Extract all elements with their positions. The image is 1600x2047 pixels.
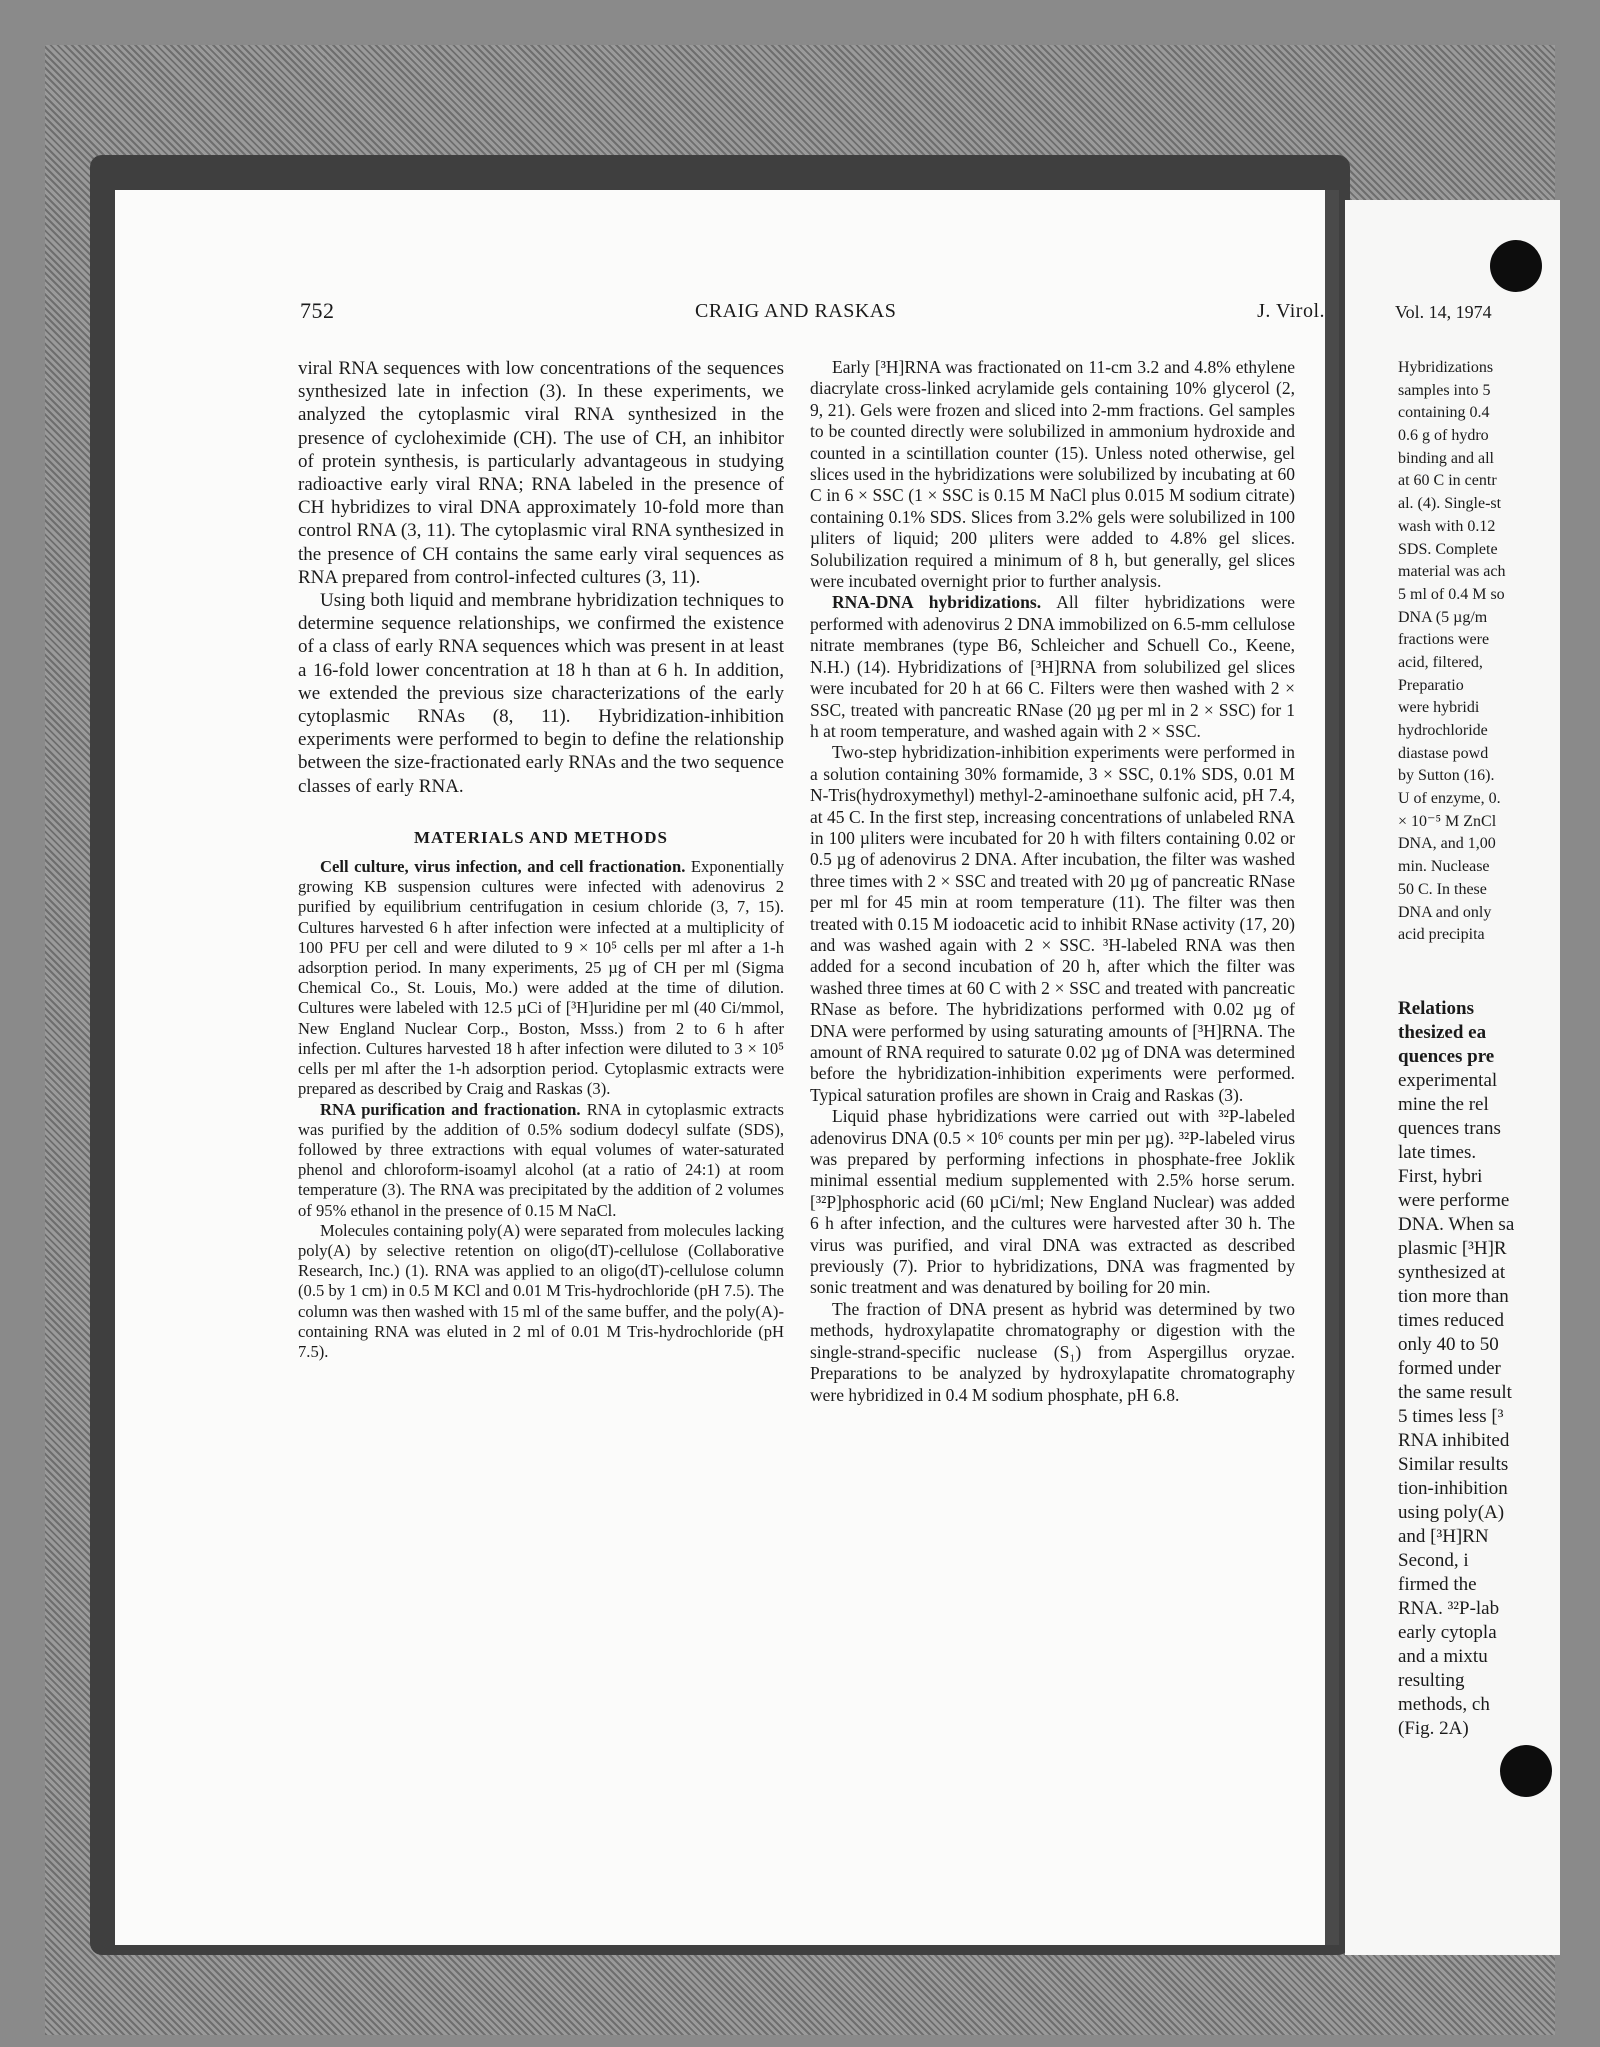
- next-page-column: [1398, 357, 1598, 1741]
- next-page-line: firmed the: [1398, 1573, 1477, 1595]
- next-page-line: RNA inhibited: [1398, 1429, 1510, 1451]
- next-page-line: were hybridi: [1398, 699, 1480, 717]
- polya-paragraph: Molecules containing poly(A) were separated from molecules lacking poly(A) by selective retention on oligo(dT)-cellulose (Collaborative Research, Inc.) (1). RNA was applied to an oligo(dT)-cellulose column (0.5 by 1 cm) in 0.5 M KCl and 0.01 M Tris-hydrochloride (pH 7.5). The column was then washed with 15 ml of the same buffer, and the poly(A)-containing RNA was eluted in 2 ml of 0.01 M Tris-hydrochloride (pH 7.5).: [298, 1220, 785, 1361]
- page-header: [300, 298, 1325, 338]
- next-page-line: containing 0.4: [1398, 404, 1490, 422]
- cell-culture-paragraph: [298, 857, 784, 1099]
- rna-purification-paragraph: [298, 1100, 784, 1221]
- section-title: MATERIALS AND METHODS: [414, 827, 668, 847]
- next-page-line: DNA and only: [1398, 903, 1492, 921]
- journal-name: J. Virol.: [1257, 300, 1325, 322]
- next-page-line: and [³H]RN: [1398, 1525, 1489, 1547]
- next-page-line: plasmic [³H]R: [1398, 1237, 1507, 1259]
- next-page-line: samples into 5: [1398, 381, 1491, 399]
- next-page-line: 5 times less [³: [1398, 1405, 1504, 1427]
- cell-culture-text: Exponentially growing KB suspension cultures were infected with adenovirus 2 purified by equilibrium centrifugation in cesium chloride (3, 7, 15). Cultures harvested 6 h after infection were infected at a multiplicity of 100 PFU per cell and were diluted to 9 × 10⁵ cells per ml after a 1-h adsorption period. In many experiments, 25 µg of CH per ml (Sigma Chemical Co., St. Louis, Mo.) were added at the time of dilution. Cultures were labeled with 12.5 µCi of [³H]uridine per ml (40 Ci/mmol, New England Nuclear Corp., Boston, Msss.) from 2 to 6 h after infection. Cultures harvested 18 h after infection were diluted to 3 × 10⁵ cells per ml after the 1-h adsorption period. Cytoplasmic extracts were prepared as described by Craig and Raskas (3).: [298, 857, 784, 1099]
- next-page-line: Similar results: [1398, 1453, 1509, 1475]
- next-page-line: 0.6 g of hydro: [1398, 427, 1489, 445]
- next-page-line: hydrochloride: [1398, 722, 1488, 739]
- next-page-line: SDS. Complete: [1398, 540, 1498, 558]
- next-page-line: 5 ml of 0.4 M so: [1398, 585, 1505, 603]
- hybridization-text: All filter hybridizations were performed with adenovirus 2 DNA immobilized on 6.5-mm cellulose nitrate membranes (type B6, Schleicher and Schuell Co., Keene, N.H.) (14). Hybridizations of [³H]RNA from solubilized gel slices were incubated for 20 h at 66 C. Filters were then washed with 2 × SSC, treated with pancreatic RNase (20 µg per ml in 2 × SSC) for 1 h at room temperature, and washed again with 2 × SSC.: [810, 592, 1295, 741]
- hybridization-paragraph: [810, 592, 1295, 742]
- next-page-line: methods, ch: [1398, 1693, 1490, 1715]
- next-page-line: tion more than: [1398, 1285, 1509, 1307]
- next-page-line: DNA, and 1,00: [1398, 835, 1496, 853]
- next-page-line: DNA. When sa: [1398, 1213, 1515, 1235]
- gel-fractionation-paragraph: Early [³H]RNA was fractionated on 11-cm 3.2 and 4.8% ethylene diacrylate cross-linked acrylamide gels containing 10% glycerol (2, 9, 21). Gels were frozen and sliced into 2-mm fractions. Gel samples to be counted directly were solubilized in ammonium hydroxide and counted in a scintillation counter (15). Unless noted otherwise, gel slices used in the hybridizations were solubilized by incubating at 60 C in 6 × SSC (1 × SSC is 0.15 M NaCl plus 0.015 M sodium citrate) containing 0.1% SDS. Slices from 3.2% gels were solubilized in 100 µliters of liquid; 200 µliters were added to 4.8% gel slices. Solubilization required a minimum of 8 h, but generally, gel slices were incubated overnight prior to further analysis.: [810, 357, 1295, 592]
- next-page-line: material was ach: [1398, 563, 1506, 581]
- next-page-line: times reduced: [1398, 1309, 1505, 1331]
- next-page-line: early cytopla: [1398, 1621, 1497, 1643]
- inhibition-paragraph: Two-step hybridization-inhibition experiments were performed in a solution containing 30% formamide, 3 × SSC, 0.1% SDS, 0.01 M N-Tris(hydroxymethyl) methyl-2-aminoethane sulfonic acid, pH 7.4, at 45 C. In the first step, increasing concentrations of unlabeled RNA in 100 µliters were incubated for 20 h with filters containing 0.02 or 0.5 µg of adenovirus 2 DNA. After incubation, the filter was washed three times with 2 × SSC and treated with 20 µg of pancreatic RNase per ml for 45 min at room temperature (11). The filter was then treated with 0.15 M iodoacetic acid to inhibit RNase activity (17, 20) and was washed again with 2 × SSC. ³H-labeled RNA was then added for a second incubation of 20 h, after which the filter was washed three times at 60 C with 2 × SSC and treated with pancreatic RNase as before. The hybridizations performed with 0.02 µg of DNA were performed by using saturating amounts of [³H]RNA. The amount of RNA required to saturate 0.02 µg of DNA was determined before the hybridization-inhibition experiments were performed. Typical saturation profiles are shown in Craig and Raskas (3).: [810, 742, 1295, 1105]
- next-page-line: DNA (5 µg/m: [1398, 608, 1488, 626]
- next-page-line: wash with 0.12: [1398, 517, 1496, 535]
- next-page-line: min. Nuclease: [1398, 858, 1490, 876]
- next-page-line: acid precipita: [1398, 926, 1485, 944]
- next-page-line: quences pre: [1398, 1045, 1495, 1067]
- next-page-line: diastase powd: [1398, 744, 1489, 762]
- next-page-line: Relations: [1398, 997, 1474, 1019]
- next-page-line: binding and all: [1398, 449, 1494, 467]
- next-page-line: 50 C. In these: [1398, 880, 1487, 898]
- next-page-line: mine the rel: [1398, 1093, 1489, 1115]
- rna-purification-heading: RNA purification and fractionation.: [320, 1099, 581, 1119]
- next-page-header: Vol. 14, 1974: [1395, 302, 1492, 322]
- next-page-line: × 10⁻⁵ M ZnCl: [1398, 812, 1497, 830]
- next-page-line: formed under: [1398, 1357, 1501, 1379]
- right-column: [810, 357, 1295, 1406]
- next-page-line: late times.: [1398, 1141, 1477, 1163]
- punch-hole-bottom: [1500, 1745, 1552, 1797]
- next-page-line: experimental: [1398, 1069, 1498, 1091]
- next-page-line: resulting: [1398, 1669, 1465, 1691]
- next-page-line: by Sutton (16).: [1398, 767, 1495, 785]
- next-page-line: were performe: [1398, 1189, 1510, 1211]
- running-head: CRAIG AND RASKAS: [695, 300, 897, 322]
- next-page-line: (Fig. 2A): [1398, 1717, 1469, 1739]
- rna-purification-text: RNA in cytoplasmic extracts was purified by the addition of 0.5% sodium dodecyl sulfate (SDS), followed by three extractions with equal volumes of water-saturated phenol and chloroform-isoamyl alcohol (at a ratio of 24:1) at room temperature (3). The RNA was precipitated by the addition of 2 volumes of 95% ethanol in the presence of 0.15 M NaCl.: [298, 1099, 784, 1220]
- next-page-line: RNA. ³²P-lab: [1398, 1597, 1500, 1619]
- next-page-line: thesized ea: [1398, 1021, 1487, 1043]
- next-page-line: the same result: [1398, 1381, 1512, 1403]
- intro-paragraph-1: viral RNA sequences with low concentrations of the sequences synthesized late in infection (3). In these experiments, we analyzed the cytoplasmic viral RNA synthesized in the presence of cycloheximide (CH). The use of CH, an inhibitor of protein synthesis, is particularly advantageous in studying radioactive early viral RNA; RNA labeled in the presence of CH hybridizes to viral DNA approximately 10-fold more than control RNA (3, 11). The cytoplasmic viral RNA synthesized in the presence of CH contains the same early viral sequences as RNA prepared from control-infected cultures (3, 11).: [298, 358, 784, 588]
- left-column: [298, 357, 784, 1362]
- punch-hole-top: [1490, 240, 1542, 292]
- intro-paragraph-2: Using both liquid and membrane hybridization techniques to determine sequence relationships, we confirmed the existence of a class of early RNA sequences which was present in at least a 16-fold lower concentration at 18 h than at 6 h. In addition, we extended the previous size characterizations of the early cytoplasmic RNAs (8, 11). Hybridization-inhibition experiments were performed to begin to define the relationship between the size-fractionated early RNAs and the two sequence classes of early RNA.: [298, 590, 784, 797]
- next-page-line: quences trans: [1398, 1117, 1501, 1139]
- next-page-line: First, hybri: [1398, 1165, 1483, 1187]
- cell-culture-heading: Cell culture, virus infection, and cell fractionation.: [320, 857, 686, 877]
- next-page-line: using poly(A): [1398, 1501, 1505, 1523]
- next-page-line: at 60 C in centr: [1398, 472, 1497, 490]
- hybridization-heading: RNA-DNA hybridizations.: [832, 592, 1042, 613]
- next-page-line: Hybridizations: [1398, 359, 1494, 376]
- page-number: 752: [300, 298, 335, 323]
- liquid-phase-paragraph: Liquid phase hybridizations were carried out with ³²P-labeled adenovirus DNA (0.5 × 10⁶ counts per min per µg). ³²P-labeled virus was prepared by performing infections in phosphate-free Joklik minimal essential medium supplemented with 2.5% horse serum. [³²P]phosphoric acid (60 µCi/ml; New England Nuclear) was added 6 h after infection, and the cultures were harvested after 30 h. The virus was purified, and viral DNA was extracted as described previously (7). Prior to hybridizations, DNA was fragmented by sonic treatment and was denatured by boiling for 20 min.: [810, 1106, 1295, 1298]
- next-page-line: only 40 to 50: [1398, 1333, 1499, 1355]
- next-page-line: synthesized at: [1398, 1261, 1506, 1283]
- next-page-line: Second, i: [1398, 1549, 1469, 1571]
- next-page-line: al. (4). Single-st: [1398, 495, 1502, 513]
- next-page-line: fractions were: [1398, 631, 1490, 649]
- next-page-line: Preparatio: [1398, 676, 1464, 694]
- next-page-line: acid, filtered,: [1398, 653, 1483, 671]
- next-page-line: U of enzyme, 0.: [1398, 790, 1501, 808]
- next-page-line: and a mixtu: [1398, 1645, 1488, 1667]
- next-page-line: tion-inhibition: [1398, 1477, 1508, 1499]
- dna-fraction-paragraph: The fraction of DNA present as hybrid was determined by two methods, hydroxylapatite chromatography or digestion with the single-strand-specific nuclease (S₁) from Aspergillus oryzae. Preparations to be analyzed by hydroxylapatite chromatography were hybridized in 0.4 M sodium phosphate, pH 6.8.: [810, 1298, 1295, 1405]
